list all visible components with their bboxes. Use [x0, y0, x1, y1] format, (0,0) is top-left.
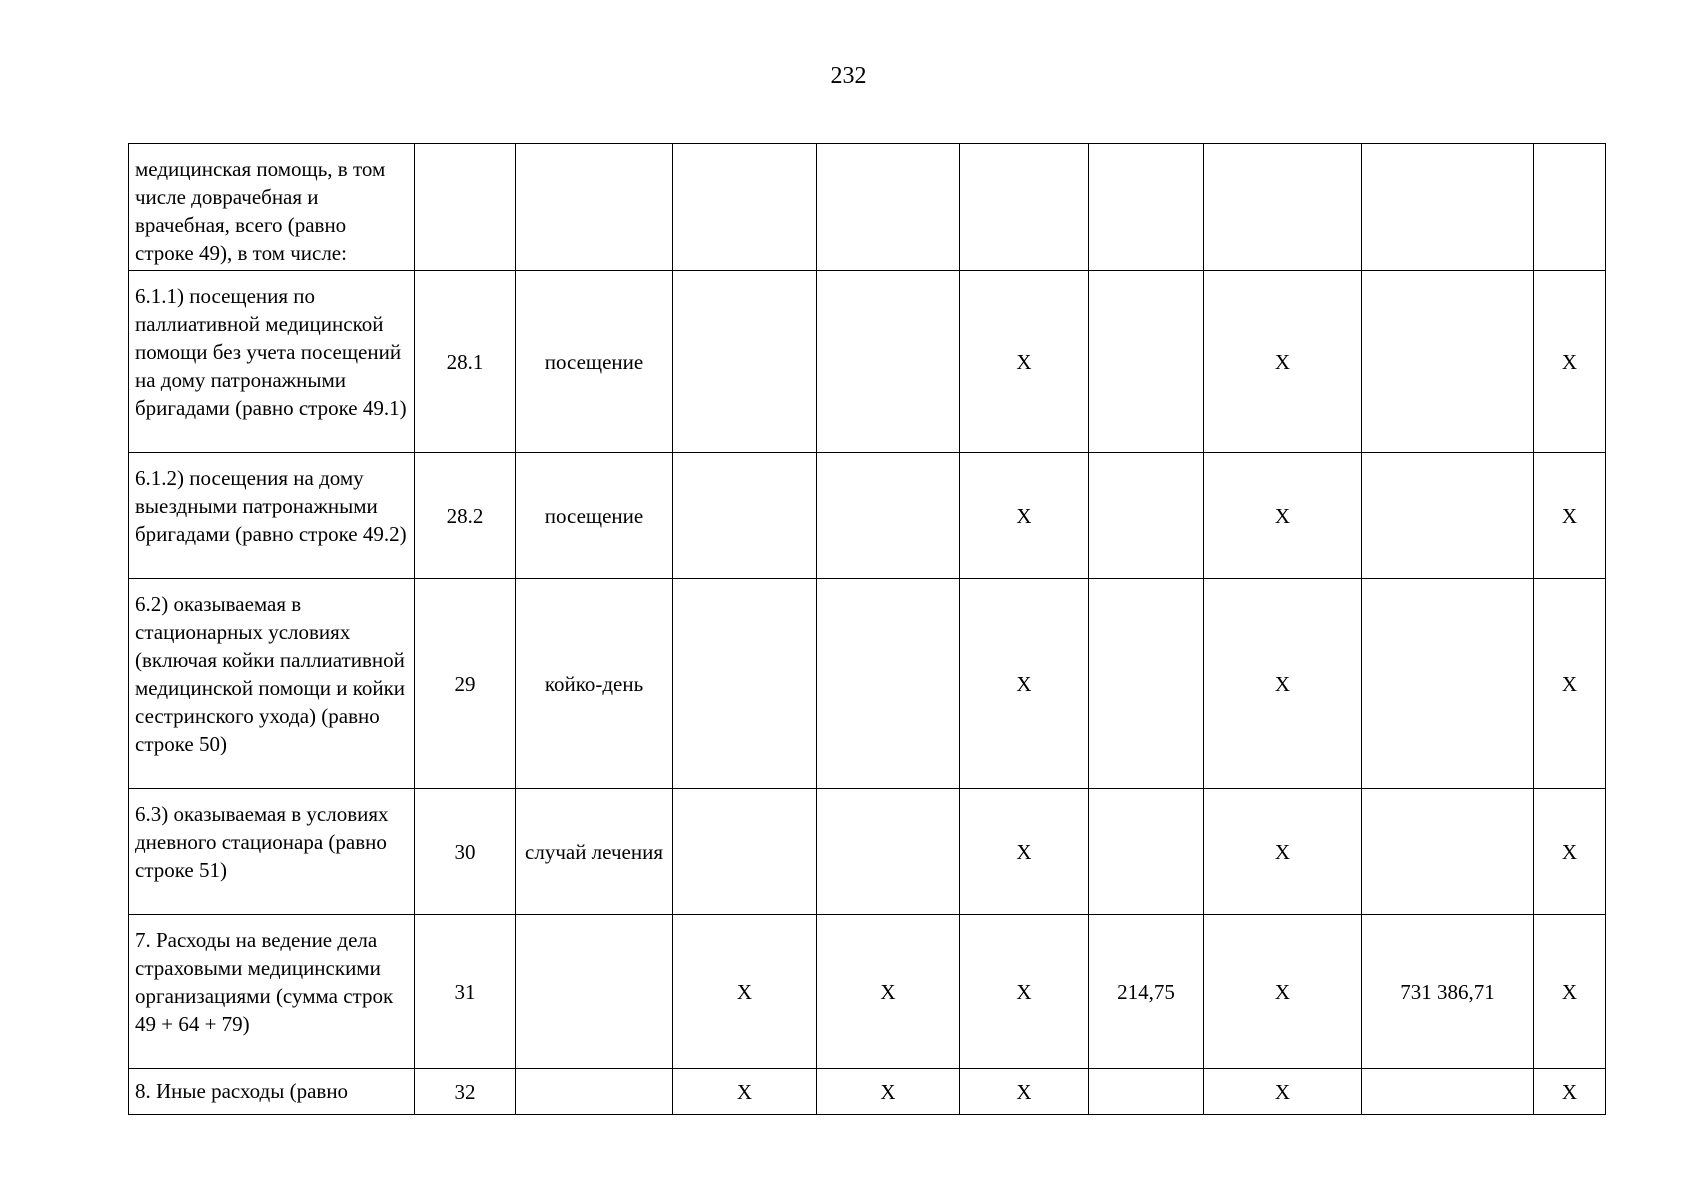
page-number: 232: [830, 63, 867, 89]
value-cell: X: [1534, 1069, 1606, 1115]
value-cell: X: [817, 915, 960, 1069]
row-name-cell: 6.1.2) посещения на дому выездными патронажными бригадами (равно строке 49.2): [129, 453, 415, 579]
value-cell: [1362, 271, 1534, 453]
unit-cell: [516, 915, 673, 1069]
row-name-cell: 6.1.1) посещения по паллиативной медицинской помощи без учета посещений на дому патронажными бригадами (равно строке 49.1): [129, 271, 415, 453]
row-name-cell: 6.3) оказываемая в условиях дневного стационара (равно строке 51): [129, 789, 415, 915]
value-cell: [673, 579, 817, 789]
unit-cell: посещение: [516, 453, 673, 579]
value-cell: [1362, 1069, 1534, 1115]
value-cell: X: [960, 915, 1089, 1069]
table-row: [129, 271, 1606, 453]
line-number-cell: 31: [415, 915, 516, 1069]
value-cell: [673, 271, 817, 453]
value-cell: [673, 144, 817, 271]
value-cell: X: [1534, 453, 1606, 579]
unit-cell: [516, 1069, 673, 1115]
value-cell: [1362, 789, 1534, 915]
row-name-cell: 8. Иные расходы (равно: [129, 1069, 415, 1115]
table-row: [129, 144, 1606, 271]
value-cell: X: [1534, 915, 1606, 1069]
line-number-cell: 28.2: [415, 453, 516, 579]
table-row: [129, 789, 1606, 915]
value-cell: X: [1204, 579, 1362, 789]
value-cell: X: [960, 789, 1089, 915]
table-body: [129, 144, 1606, 1115]
row-name-cell: 6.2) оказываемая в стационарных условиях (включая койки паллиативной медицинской помощи и койки сестринского ухода) (равно строке 50): [129, 579, 415, 789]
value-cell: [1089, 453, 1204, 579]
value-cell: [817, 453, 960, 579]
value-cell: [817, 144, 960, 271]
value-cell: [673, 789, 817, 915]
row-name-cell: медицинская помощь, в том числе доврачебная и врачебная, всего (равно строке 49), в том числе:: [129, 144, 415, 271]
data-table: [128, 143, 1606, 1115]
value-cell: X: [1204, 1069, 1362, 1115]
table-row: [129, 579, 1606, 789]
value-cell: [1089, 271, 1204, 453]
value-cell: X: [673, 915, 817, 1069]
value-cell: [1362, 144, 1534, 271]
value-cell: X: [960, 271, 1089, 453]
line-number-cell: 32: [415, 1069, 516, 1115]
value-cell: X: [960, 579, 1089, 789]
row-name-cell: 7. Расходы на ведение дела страховыми медицинскими организациями (сумма строк 49 + 64 + 79): [129, 915, 415, 1069]
value-cell: X: [817, 1069, 960, 1115]
value-cell: [1534, 144, 1606, 271]
unit-cell: койко-день: [516, 579, 673, 789]
value-cell: X: [1204, 915, 1362, 1069]
value-cell: X: [1534, 271, 1606, 453]
value-cell: [1089, 1069, 1204, 1115]
value-cell: [960, 144, 1089, 271]
value-cell: X: [960, 1069, 1089, 1115]
value-cell: 214,75: [1089, 915, 1204, 1069]
unit-cell: [516, 144, 673, 271]
value-cell: X: [960, 453, 1089, 579]
value-cell: X: [1204, 789, 1362, 915]
value-cell: [817, 271, 960, 453]
line-number-cell: 30: [415, 789, 516, 915]
value-cell: [673, 453, 817, 579]
value-cell: 731 386,71: [1362, 915, 1534, 1069]
value-cell: [1089, 579, 1204, 789]
value-cell: X: [1204, 271, 1362, 453]
value-cell: X: [1534, 789, 1606, 915]
table-row: [129, 453, 1606, 579]
value-cell: X: [1204, 453, 1362, 579]
table-row: [129, 1069, 1606, 1115]
value-cell: X: [1534, 579, 1606, 789]
line-number-cell: 28.1: [415, 271, 516, 453]
unit-cell: случай лечения: [516, 789, 673, 915]
value-cell: [817, 789, 960, 915]
value-cell: [1089, 144, 1204, 271]
value-cell: [1362, 453, 1534, 579]
line-number-cell: [415, 144, 516, 271]
value-cell: [1204, 144, 1362, 271]
value-cell: [1362, 579, 1534, 789]
table-row: [129, 915, 1606, 1069]
line-number-cell: 29: [415, 579, 516, 789]
unit-cell: посещение: [516, 271, 673, 453]
value-cell: [817, 579, 960, 789]
value-cell: [1089, 789, 1204, 915]
value-cell: X: [673, 1069, 817, 1115]
